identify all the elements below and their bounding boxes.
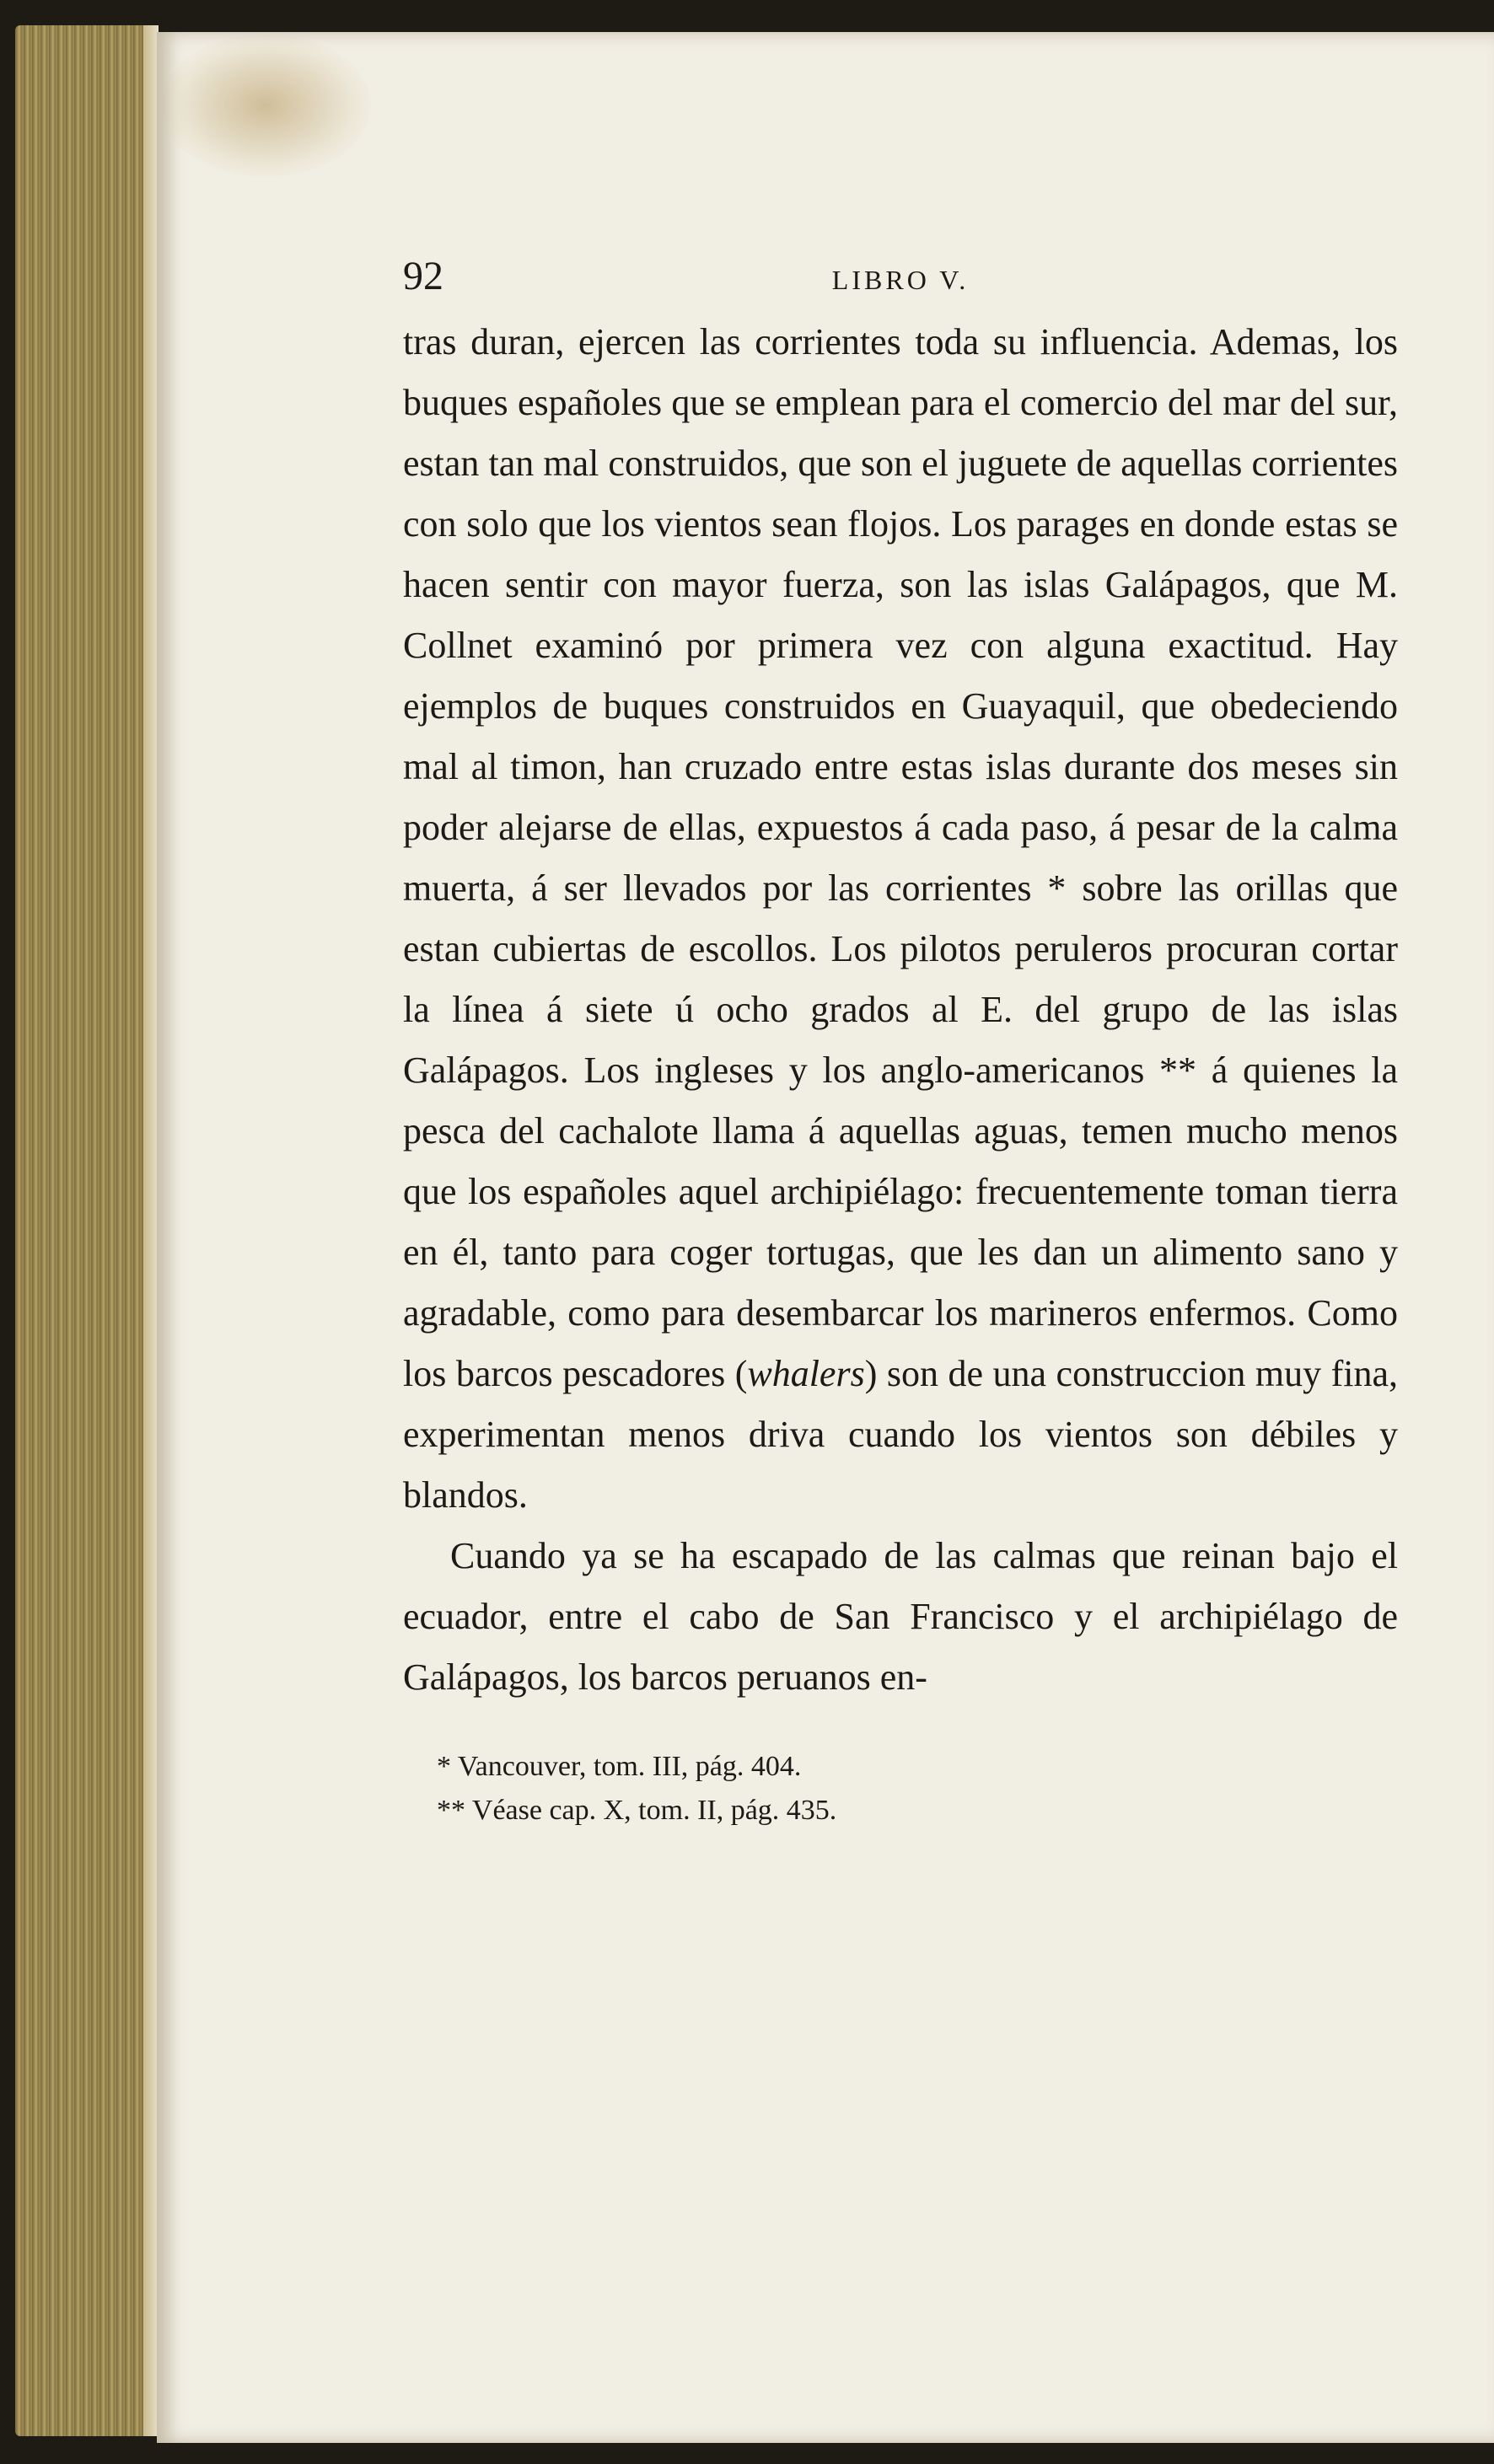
paragraph-1-text: tras duran, ejercen las corrientes toda su influencia. Ademas, los buques españoles que se emplean para el comercio del mar del sur, estan tan mal construidos, que son el juguete de aquellas corrientes con solo que los vientos sean flojos. Los parages en donde estas se hacen sentir con mayor fuerza, son las islas Galápagos, que M. Collnet examinó por primera vez con alguna exactitud. Hay ejemplos de buques construidos en Guayaquil, que obedeciendo mal al timon, han cruzado entre estas islas durante dos meses sin poder alejarse de ellas, expuestos á cada paso, á pesar de la calma muerta, á ser llevados por las corrientes * sobre las orillas que estan cubiertas de escollos. Los pilotos peruleros procuran cortar la línea á siete ú ocho grados al E. del grupo de las islas Galápagos. Los ingleses y los anglo-americanos ** á quienes la pesca del cachalote llama á aquellas aguas, temen mucho menos que los españoles aquel archipiélago: frecuentemente toman tierra en él, tanto para coger tortugas, que les dan un alimento sano y agradable, como para desembarcar los marineros enfermos. Como los barcos pescadores (	[403, 321, 1398, 1394]
foxing-stain	[160, 34, 371, 177]
page-content	[403, 244, 1398, 1833]
paragraph-1-text-end: ) son de una construccion muy fina, experimentan menos driva cuando los vientos son débiles y blandos.	[403, 1353, 1398, 1516]
italic-term: whalers	[747, 1353, 865, 1394]
page-number: 92	[403, 254, 443, 298]
paragraph-1	[403, 312, 1398, 1526]
body-text	[403, 312, 1398, 1708]
footnote-1: * Vancouver, tom. III, pág. 404.	[437, 1751, 802, 1782]
footnotes	[403, 1745, 1398, 1833]
book-page-edges	[15, 25, 159, 2436]
running-head: LIBRO V.	[831, 265, 970, 295]
page-header	[403, 244, 1398, 312]
paragraph-2: Cuando ya se ha escapado de las calmas que reinan bajo el ecuador, entre el cabo de San Francisco y el archipiélago de Galápagos, los barcos peruanos en-	[403, 1535, 1398, 1698]
footnote-2: ** Véase cap. X, tom. II, pág. 435.	[437, 1795, 837, 1826]
